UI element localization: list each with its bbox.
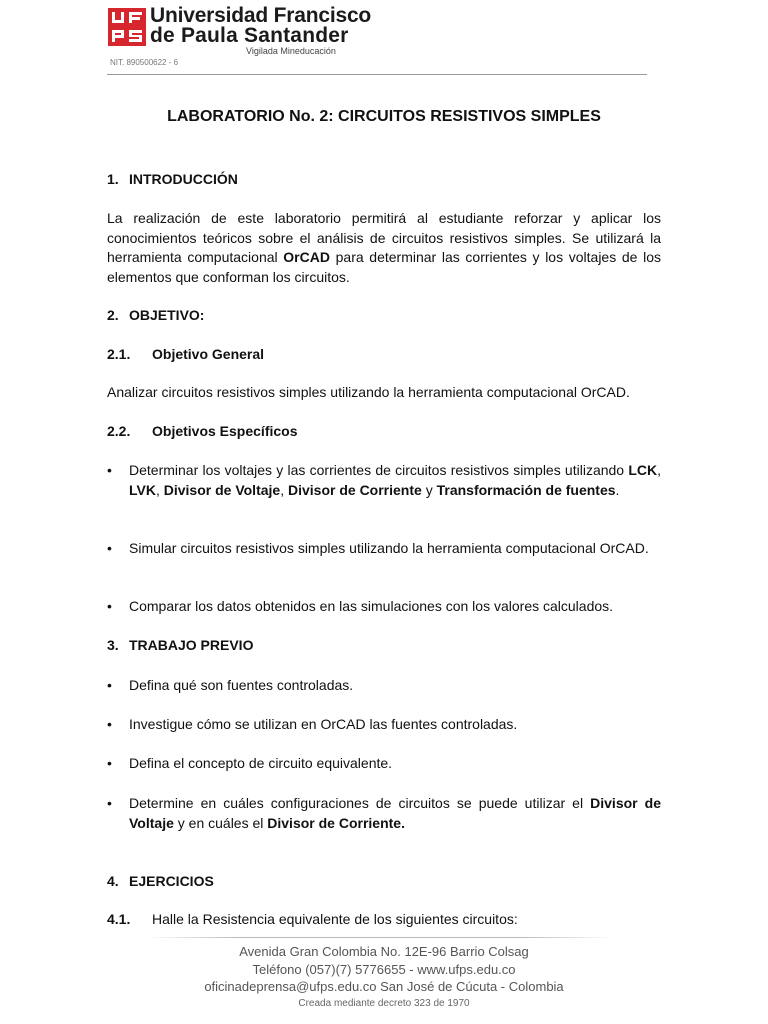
- document-title: LABORATORIO No. 2: CIRCUITOS RESISTIVOS SIMPLES: [167, 108, 601, 125]
- exercise-4-1: [107, 911, 518, 927]
- bullet-icon: •: [107, 795, 112, 811]
- section-title: TRABAJO PREVIO: [129, 637, 254, 653]
- section-title: INTRODUCCIÓN: [129, 171, 238, 187]
- list-item-text: Simular circuitos resistivos simples utilizando la herramienta computacional OrCAD.: [129, 540, 649, 556]
- intro-text-a: La realización de este laboratorio permitirá al estudiante reforzar y aplicar los conocimientos teóricos sobre el análisis de circuitos resistivos simples. Se utilizará la herramienta computacional: [107, 210, 661, 265]
- section-heading-objetivo: [107, 307, 204, 323]
- section-heading-ejercicios: [107, 873, 214, 889]
- footer-phone-web: Teléfono (057)(7) 5776655 - www.ufps.edu.co: [252, 962, 516, 977]
- intro-text-orcad: OrCAD: [283, 249, 330, 265]
- section-heading-introduccion: [107, 171, 238, 187]
- subsection-number: 2.2.: [107, 423, 131, 439]
- bullet-icon: •: [107, 462, 112, 478]
- bullet-icon: •: [107, 540, 112, 556]
- list-item: [107, 715, 661, 735]
- exercise-text: Halle la Resistencia equivalente de los siguientes circuitos:: [152, 911, 518, 927]
- intro-text-b: para determinar las corrientes y los voltajes de los elementos que conforman los circuitos.: [107, 249, 661, 285]
- ufps-logo: [108, 8, 146, 46]
- vigilada-label: Vigilada Mineducación: [246, 46, 336, 56]
- subsection-heading-objetivo-general: [107, 346, 264, 362]
- subsection-heading-objetivos-especificos: [107, 423, 298, 439]
- bullet-icon: •: [107, 755, 112, 771]
- subsection-number: 4.1.: [107, 911, 131, 927]
- list-item-text: Defina qué son fuentes controladas.: [129, 677, 354, 693]
- subsection-title: Objetivos Específicos: [152, 423, 298, 439]
- intro-paragraph: [107, 209, 661, 287]
- university-name-line2: de Paula Santander: [150, 24, 349, 47]
- list-item-text: Investigue cómo se utilizan en OrCAD las fuentes controladas.: [129, 716, 518, 732]
- list-item-text: Determine en cuáles configuraciones de circuitos se puede utilizar el Divisor de Voltaje y en cuáles el Divisor de Corriente.: [129, 795, 661, 831]
- list-item-text: Comparar los datos obtenidos en las simulaciones con los valores calculados.: [129, 598, 614, 614]
- list-item: [107, 676, 661, 696]
- objetivo-general-text: Analizar circuitos resistivos simples utilizando la herramienta computacional OrCAD.: [107, 384, 630, 400]
- bullet-icon: •: [107, 716, 112, 732]
- list-item: [107, 597, 661, 617]
- list-item: [107, 461, 661, 521]
- list-item-text: Defina el concepto de circuito equivalente.: [129, 755, 393, 771]
- footer-email-city: oficinadeprensa@ufps.edu.co San José de Cúcuta - Colombia: [204, 979, 564, 994]
- section-title: OBJETIVO:: [129, 307, 205, 323]
- section-number: 3.: [107, 637, 119, 653]
- section-heading-trabajo-previo: [107, 637, 253, 653]
- footer-address: Avenida Gran Colombia No. 12E-96 Barrio Colsag: [239, 944, 529, 959]
- university-name-line1: Universidad Francisco: [150, 4, 372, 27]
- section-number: 2.: [107, 307, 119, 323]
- header-divider: [107, 74, 647, 75]
- section-title: EJERCICIOS: [129, 873, 214, 889]
- subsection-title: Objetivo General: [152, 346, 265, 362]
- footer-decree: Creada mediante decreto 323 de 1970: [298, 998, 470, 1009]
- list-item: [107, 539, 661, 579]
- list-item-text: Determinar los voltajes y las corrientes de circuitos resistivos simples utilizando LCK, LVK, Divisor de Voltaje, Divisor de Corriente y Transformación de fuentes.: [129, 462, 661, 498]
- list-item: [107, 754, 661, 774]
- subsection-number: 2.1.: [107, 346, 131, 362]
- bullet-icon: •: [107, 677, 112, 693]
- list-item: [107, 794, 661, 834]
- section-number: 4.: [107, 873, 119, 889]
- bullet-icon: •: [107, 598, 112, 614]
- footer-divider: [145, 937, 615, 938]
- nit-label: NIT. 890500622 - 6: [110, 58, 179, 67]
- section-number: 1.: [107, 171, 119, 187]
